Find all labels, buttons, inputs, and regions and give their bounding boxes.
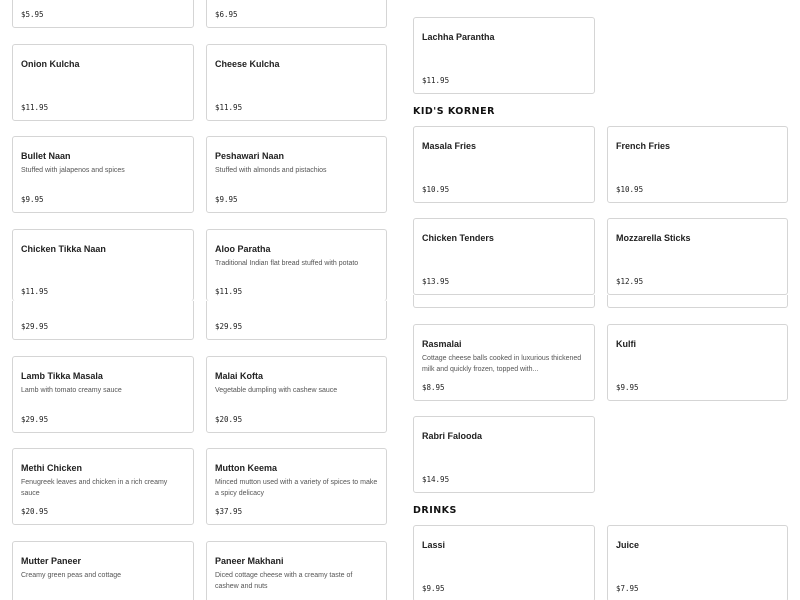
menu-item-description: Minced mutton used with a variety of spices to make a spicy delicacy: [215, 479, 378, 497]
menu-item-price: $11.95: [21, 103, 49, 112]
menu-item-card[interactable]: [607, 295, 788, 308]
section-heading-kids-korner: KID'S KORNER: [413, 106, 495, 117]
menu-item-name: Mutton Keema: [215, 463, 278, 473]
menu-item-description: Traditional Indian flat bread stuffed with potato: [215, 260, 359, 267]
menu-item-price: $11.95: [215, 103, 243, 112]
menu-item-name: Chicken Tikka Naan: [21, 244, 106, 254]
menu-item-name: Juice: [616, 540, 640, 550]
menu-item-price: $29.95: [21, 322, 49, 331]
menu-item-card[interactable]: [12, 136, 194, 213]
menu-item-price: $20.95: [215, 415, 243, 424]
menu-item-price: $10.95: [422, 185, 450, 194]
menu-item-card[interactable]: [206, 301, 387, 340]
menu-item-name: French Fries: [616, 141, 671, 151]
menu-item-price: $14.95: [422, 475, 450, 484]
menu-item-description: Stuffed with jalapenos and spices: [21, 167, 125, 174]
menu-item-name: Mozzarella Sticks: [616, 233, 691, 243]
menu-item-price: $9.95: [422, 584, 445, 593]
menu-item-card[interactable]: [413, 218, 595, 295]
menu-item-name: Kulfi: [616, 339, 636, 349]
menu-item-card[interactable]: [206, 541, 387, 600]
menu-item-price: $10.95: [616, 185, 644, 194]
menu-item-card[interactable]: [413, 17, 595, 94]
menu-item-name: Onion Kulcha: [21, 59, 80, 69]
menu-item-price: $9.95: [21, 195, 44, 204]
menu-item-price: $6.95: [215, 10, 238, 19]
menu-item-name: Cheese Kulcha: [215, 59, 280, 69]
menu-item-description: Creamy green peas and cottage: [21, 572, 122, 579]
section-heading-drinks: DRINKS: [413, 505, 457, 516]
menu-item-name: Paneer Makhani: [215, 556, 284, 566]
menu-item-name: Bullet Naan: [21, 151, 71, 161]
menu-item-card[interactable]: [206, 356, 387, 433]
menu-item-name: Lassi: [422, 540, 446, 550]
menu-item-name: Methi Chicken: [21, 463, 83, 473]
menu-item-price: $8.95: [422, 383, 445, 392]
menu-item-card[interactable]: [607, 324, 788, 401]
menu-item-name: Aloo Paratha: [215, 244, 271, 254]
menu-item-price: $9.95: [616, 383, 639, 392]
menu-item-card[interactable]: [206, 0, 387, 28]
menu-item-description: Stuffed with almonds and pistachios: [215, 167, 327, 174]
menu-item-name: Chicken Tenders: [422, 233, 494, 243]
menu-item-card[interactable]: [12, 541, 194, 600]
menu-item-price: $11.95: [215, 287, 243, 296]
menu-item-price: $29.95: [21, 415, 49, 424]
menu-item-description: Diced cottage cheese with a creamy taste of cashew and nuts: [215, 572, 353, 590]
menu-item-name: Rasmalai: [422, 339, 462, 349]
menu-item-price: $20.95: [21, 507, 49, 516]
menu-item-name: Rabri Falooda: [422, 431, 483, 441]
menu-item-card[interactable]: [12, 44, 194, 121]
menu-item-card[interactable]: [206, 44, 387, 121]
menu-item-card[interactable]: [206, 136, 387, 213]
menu-item-price: $12.95: [616, 277, 644, 286]
menu-item-card[interactable]: [12, 229, 194, 301]
menu-item-name: Peshawari Naan: [215, 151, 285, 161]
menu-item-card[interactable]: [607, 525, 788, 600]
menu-item-name: Mutter Paneer: [21, 556, 82, 566]
menu-item-price: $37.95: [215, 507, 243, 516]
menu-item-description: Fenugreek leaves and chicken in a rich creamy sauce: [21, 479, 168, 497]
menu-item-card[interactable]: [413, 324, 595, 401]
menu-item-card[interactable]: [12, 0, 194, 28]
menu-item-price: $11.95: [422, 76, 450, 85]
menu-item-card[interactable]: [206, 448, 387, 525]
menu-item-price: $29.95: [215, 322, 243, 331]
menu-item-card[interactable]: [413, 416, 595, 493]
menu-item-card[interactable]: [413, 295, 595, 308]
menu-item-description: Vegetable dumpling with cashew sauce: [215, 387, 338, 394]
menu-item-card[interactable]: [12, 301, 194, 340]
menu-item-price: $7.95: [616, 584, 639, 593]
menu-item-card[interactable]: [607, 218, 788, 295]
menu-item-card[interactable]: [413, 525, 595, 600]
menu-item-price: $11.95: [21, 287, 49, 296]
menu-item-name: Masala Fries: [422, 141, 477, 151]
menu-item-card[interactable]: [413, 126, 595, 203]
menu-item-price: $13.95: [422, 277, 450, 286]
menu-item-card[interactable]: [206, 229, 387, 301]
menu-item-name: Lachha Parantha: [422, 32, 495, 42]
menu-item-description: Cottage cheese balls cooked in luxurious thickened milk and quickly frozen, topped with...: [422, 355, 582, 373]
menu-item-price: $5.95: [21, 10, 44, 19]
menu-item-card[interactable]: [12, 356, 194, 433]
menu-item-price: $9.95: [215, 195, 238, 204]
menu-item-card[interactable]: [12, 448, 194, 525]
menu-item-name: Malai Kofta: [215, 371, 264, 381]
menu-item-card[interactable]: [607, 126, 788, 203]
menu-item-name: Lamb Tikka Masala: [21, 371, 103, 381]
menu-item-description: Lamb with tomato creamy sauce: [21, 387, 122, 394]
